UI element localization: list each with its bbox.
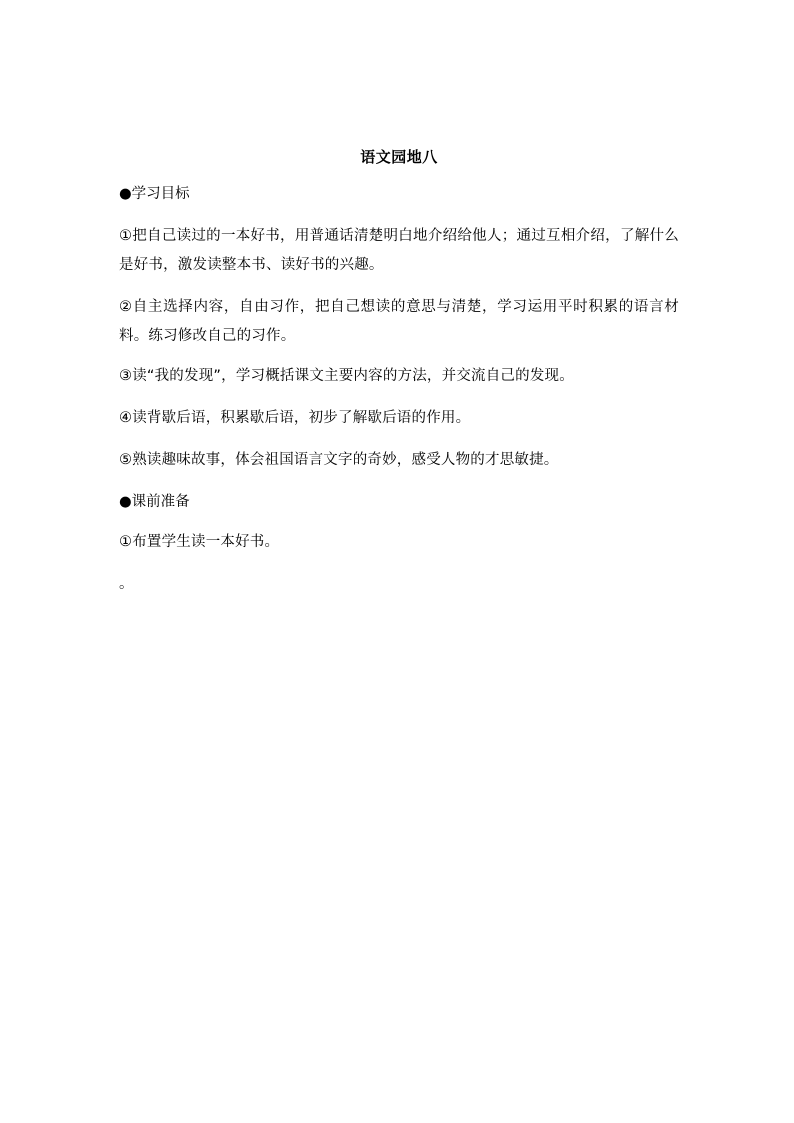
preparation-heading: ●课前准备 bbox=[119, 494, 190, 510]
objective-item-1: ①把自己读过的一本好书，用普通话清楚明白地介绍给他人；通过互相介绍，了解什么是好书，激发读整本书、读好书的兴趣。 bbox=[119, 228, 679, 273]
trailing-mark: 。 bbox=[119, 576, 134, 592]
preparation-item-1: ①布置学生读一本好书。 bbox=[119, 534, 280, 550]
objective-item-4: ④读背歇后语，积累歇后语，初步了解歇后语的作用。 bbox=[119, 410, 471, 426]
document-title: 语文园地八 bbox=[360, 148, 438, 166]
objective-item-2: ②自主选择内容，自由习作，把自己想读的意思与清楚，学习运用平时积累的语言材料。练习修改自己的习作。 bbox=[119, 299, 679, 344]
document-body bbox=[119, 146, 679, 596]
objectives-heading: ●学习目标 bbox=[119, 186, 190, 202]
objective-item-5: ⑤熟读趣味故事，体会祖国语言文字的奇妙，感受人物的才思敏捷。 bbox=[119, 452, 559, 468]
objective-item-3: ③读“我的发现”，学习概括课文主要内容的方法，并交流自己的发现。 bbox=[119, 368, 574, 384]
